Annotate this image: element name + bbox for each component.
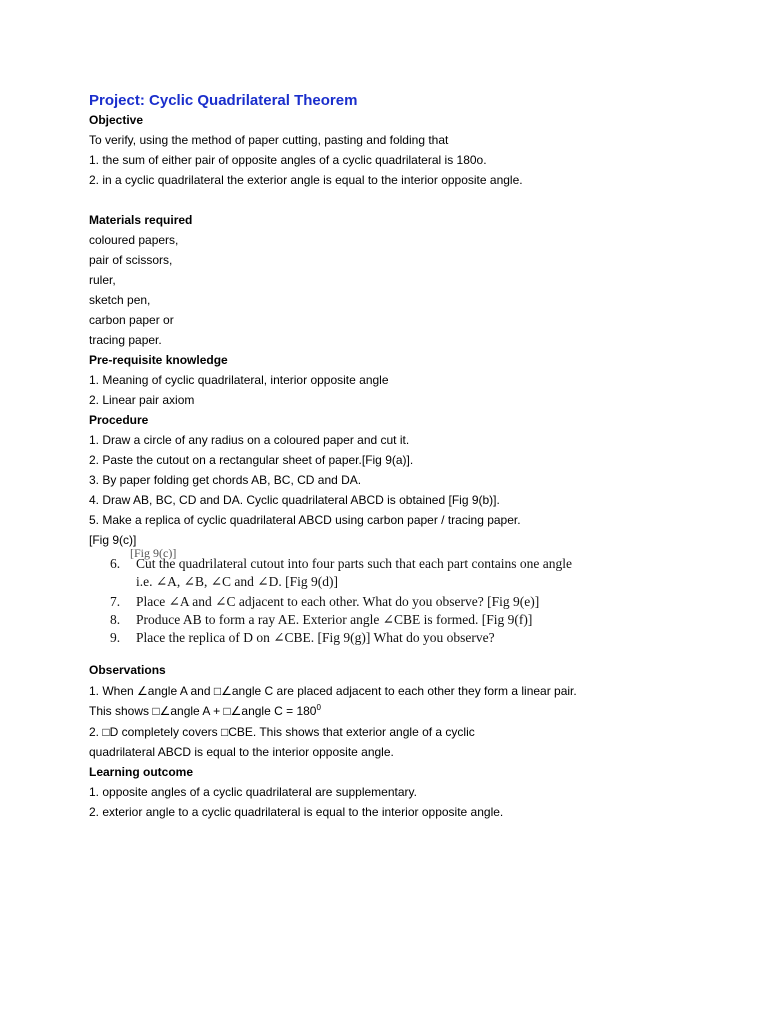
step-number: 8. <box>110 612 121 627</box>
learning-outcome-item: 1. opposite angles of a cyclic quadrilateral are supplementary. <box>89 785 417 799</box>
scanned-step <box>110 555 572 573</box>
observation-line: quadrilateral ABCD is equal to the interior opposite angle. <box>89 745 394 759</box>
observation-line <box>89 701 321 721</box>
materials-item: sketch pen, <box>89 293 151 307</box>
learning-outcome-heading: Learning outcome <box>89 765 194 779</box>
procedure-step: [Fig 9(c)] <box>89 533 137 547</box>
procedure-step: 5. Make a replica of cyclic quadrilateral ABCD using carbon paper / tracing paper. <box>89 513 521 527</box>
step-number: 9. <box>110 630 121 645</box>
prerequisite-item: 1. Meaning of cyclic quadrilateral, interior opposite angle <box>89 373 389 387</box>
scanned-step <box>110 573 338 591</box>
materials-item: ruler, <box>89 273 116 287</box>
objective-heading: Objective <box>89 113 144 127</box>
materials-heading: Materials required <box>89 213 193 227</box>
step-text: Place ∠A and ∠C adjacent to each other. What do you observe? [Fig 9(e)] <box>136 594 540 609</box>
step-text: Produce AB to form a ray AE. Exterior angle ∠CBE is formed. [Fig 9(f)] <box>136 612 533 627</box>
step-text: i.e. ∠A, ∠B, ∠C and ∠D. [Fig 9(d)] <box>136 574 338 589</box>
materials-item: pair of scissors, <box>89 253 173 267</box>
scanned-step <box>110 611 532 629</box>
page-title: Project: Cyclic Quadrilateral Theorem <box>89 92 358 109</box>
observation-line: 1. When ∠angle A and □∠angle C are placed adjacent to each other they form a linear pair. <box>89 684 577 698</box>
learning-outcome-item: 2. exterior angle to a cyclic quadrilateral is equal to the interior opposite angle. <box>89 805 504 819</box>
step-number: 6. <box>110 556 121 571</box>
observation-text: This shows □∠angle A + □∠angle C = 180 <box>89 704 317 718</box>
degree-superscript: 0 <box>316 703 321 712</box>
observation-line: 2. □D completely covers □CBE. This shows that exterior angle of a cyclic <box>89 725 475 739</box>
prerequisite-heading: Pre-requisite knowledge <box>89 353 228 367</box>
objective-line: To verify, using the method of paper cutting, pasting and folding that <box>89 133 449 147</box>
procedure-step: 3. By paper folding get chords AB, BC, CD and DA. <box>89 473 362 487</box>
materials-item: coloured papers, <box>89 233 179 247</box>
scanned-step <box>110 593 539 611</box>
observations-heading: Observations <box>89 663 166 677</box>
objective-line: 2. in a cyclic quadrilateral the exterior angle is equal to the interior opposite angle. <box>89 173 523 187</box>
prerequisite-item: 2. Linear pair axiom <box>89 393 195 407</box>
step-number: 7. <box>110 594 121 609</box>
procedure-step: 2. Paste the cutout on a rectangular sheet of paper.[Fig 9(a)]. <box>89 453 414 467</box>
objective-line: 1. the sum of either pair of opposite angles of a cyclic quadrilateral is 180o. <box>89 153 487 167</box>
procedure-step: 1. Draw a circle of any radius on a coloured paper and cut it. <box>89 433 410 447</box>
materials-item: carbon paper or <box>89 313 174 327</box>
scanned-step <box>110 629 495 647</box>
procedure-heading: Procedure <box>89 413 149 427</box>
materials-item: tracing paper. <box>89 333 162 347</box>
step-text: Place the replica of D on ∠CBE. [Fig 9(g)] What do you observe? <box>136 630 495 645</box>
clipped-scan-fragment: [Fig 9(c)] <box>130 546 177 560</box>
procedure-step: 4. Draw AB, BC, CD and DA. Cyclic quadrilateral ABCD is obtained [Fig 9(b)]. <box>89 493 500 507</box>
step-text: Cut the quadrilateral cutout into four parts such that each part contains one angle <box>136 556 572 571</box>
